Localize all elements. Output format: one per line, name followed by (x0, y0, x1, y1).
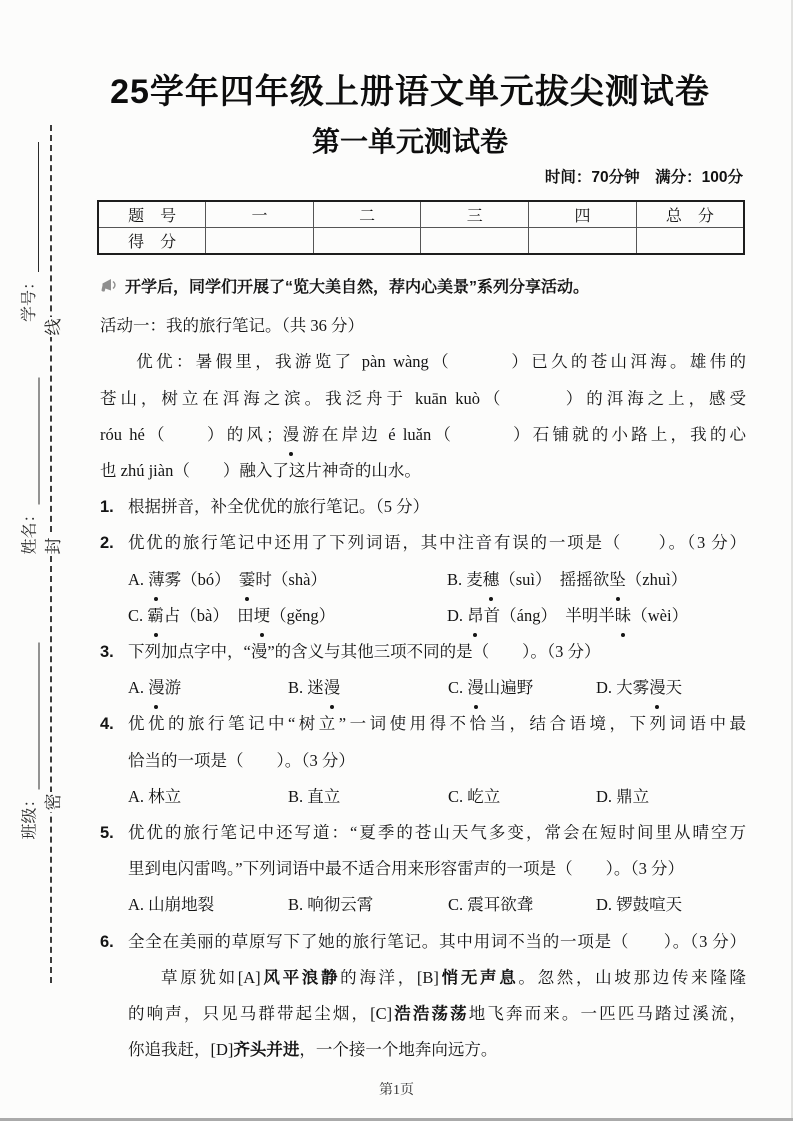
score-table-header-row (98, 201, 744, 228)
question-6 (100, 924, 746, 1069)
option-a: A. 山崩地裂 (128, 895, 215, 915)
option-d: D. 大雾漫天 (596, 670, 746, 706)
student-id-label: 学号： (21, 273, 38, 322)
question-text: 根据拼音，补全优优的旅行笔记。（5 分） (128, 497, 430, 517)
option-c: C. 漫山遍野 (448, 670, 596, 706)
option-row (100, 779, 746, 815)
student-name-blank (24, 378, 40, 505)
question-text: 恰当的一项是（ ）。（3 分） (128, 750, 355, 770)
question-text: 优优的旅行笔记中还用了下列词语，其中注音有误的一项是（ ）。（3 分） (128, 533, 746, 553)
option-row (100, 670, 746, 706)
question-6-passage (100, 960, 746, 1069)
class-blank (24, 643, 40, 790)
score-cell (421, 228, 529, 255)
passage-line: róu hé（ ）的风；漫游在岸边 é luǎn（ ）石铺就的小路上，我的心 (100, 417, 746, 453)
option-d: D. 昂首（áng） 半明半昧（wèi） (447, 598, 746, 634)
passage-line: 也 zhú jiàn（ ）融入了这片神奇的山水。 (100, 461, 421, 481)
score-row-label: 得 分 (98, 228, 206, 255)
question-5 (100, 815, 746, 924)
score-header-cell: 二 (313, 201, 421, 228)
passage-line: 的响声，只见马群带起尘烟，[C]浩浩荡荡地飞奔而来。一匹匹马踏过溪流， (128, 1004, 746, 1024)
question-text: 里到电闪雷鸣。”下列词语中最不适合用来形容雷声的一项是（ ）。（3 分） (128, 859, 684, 879)
passage-line: 苍山，树立在洱海之滨。我泛舟于 kuān kuò（ ）的洱海之上，感受 (100, 388, 746, 408)
score-header-cell: 总 分 (636, 201, 744, 228)
option-row (100, 562, 746, 598)
option-c: C. 霸占（bà） 田埂（gěng） (128, 598, 447, 634)
student-name-label: 姓名： (21, 506, 39, 555)
student-id-field (17, 142, 39, 322)
class-field (18, 643, 40, 840)
page-subtitle: 第一单元测试卷 (311, 126, 508, 157)
exam-content (100, 270, 746, 1068)
option-a: A. 林立 (128, 786, 182, 806)
score-cell (206, 228, 314, 255)
page-number: 第1页 (379, 1083, 414, 1098)
score-table-score-row (98, 228, 744, 255)
option-d: D. 锣鼓喧天 (596, 895, 683, 915)
score-cell (636, 228, 744, 255)
question-text: 下列加点字中，“漫”的含义与其他三项不同的是（ ）。（3 分） (128, 642, 601, 662)
score-header-cell: 题 号 (98, 201, 206, 228)
class-label: 班级： (21, 791, 39, 840)
question-3 (100, 634, 746, 706)
option-b: B. 响彻云霄 (288, 895, 374, 915)
option-b: B. 麦穗（suì） 摇摇欲坠（zhuì） (447, 562, 746, 598)
seal-char-feng: 封 (38, 536, 64, 556)
passage-line: 你追我赶，[D]齐头并进，一个接一个地奔向远方。 (128, 1040, 498, 1060)
question-number: 2. (100, 534, 114, 553)
question-number: 1. (100, 498, 114, 517)
score-header-cell: 四 (529, 201, 637, 228)
question-1 (100, 489, 746, 525)
question-text: 优优的旅行笔记中“树立”一词使用得不恰当，结合语境，下列词语中最 (128, 714, 746, 734)
score-table (97, 200, 745, 255)
question-2 (100, 525, 746, 634)
question-text: 全全在美丽的草原写下了她的旅行笔记。其中用词不当的一项是（ ）。（3 分） (128, 931, 746, 951)
option-b: B. 迷漫 (288, 670, 448, 706)
option-a: A. 薄雾（bó） 霎时（shà） (128, 562, 447, 598)
question-text: 优优的旅行笔记中还写道：“夏季的苍山天气多变，常会在短时间里从晴空万 (128, 823, 746, 843)
question-number: 3. (100, 643, 114, 662)
passage-line: 优优：暑假里，我游览了 pàn wàng（ ）已久的苍山洱海。雄伟的 (136, 352, 746, 372)
question-number: 6. (100, 932, 114, 951)
student-id-blank (23, 142, 39, 272)
option-a: A. 漫游 (128, 670, 288, 706)
option-row (100, 598, 746, 634)
option-b: B. 直立 (288, 786, 341, 806)
passage-line: 草原犹如[A]风平浪静的海洋，[B]悄无声息。忽然，山坡那边传来隆隆 (161, 967, 747, 987)
option-c: C. 震耳欲聋 (448, 895, 534, 915)
seal-char-xian: 线 (38, 317, 64, 337)
score-cell (313, 228, 421, 255)
student-name-field (18, 378, 40, 555)
intro-line (100, 270, 746, 308)
score-cell (529, 228, 637, 255)
intro-text: 开学后，同学们开展了“览大美自然，荐内心美景”系列分享活动。 (125, 279, 590, 296)
page-title: 25学年四年级上册语文单元拔尖测试卷 (110, 73, 710, 111)
seal-char-mi: 密 (38, 792, 64, 812)
travel-notes-passage (100, 344, 746, 489)
question-4 (100, 706, 746, 815)
question-number: 4. (100, 715, 114, 734)
score-header-cell: 一 (206, 201, 314, 228)
exam-meta: 时间：70分钟 满分：100分 (544, 169, 743, 186)
option-c: C. 屹立 (448, 786, 501, 806)
question-number: 5. (100, 824, 114, 843)
megaphone-icon (100, 272, 120, 308)
activity-heading: 活动一：我的旅行笔记。（共 36 分） (100, 316, 364, 336)
score-header-cell: 三 (421, 201, 529, 228)
option-d: D. 鼎立 (596, 786, 650, 806)
option-row (100, 887, 746, 923)
